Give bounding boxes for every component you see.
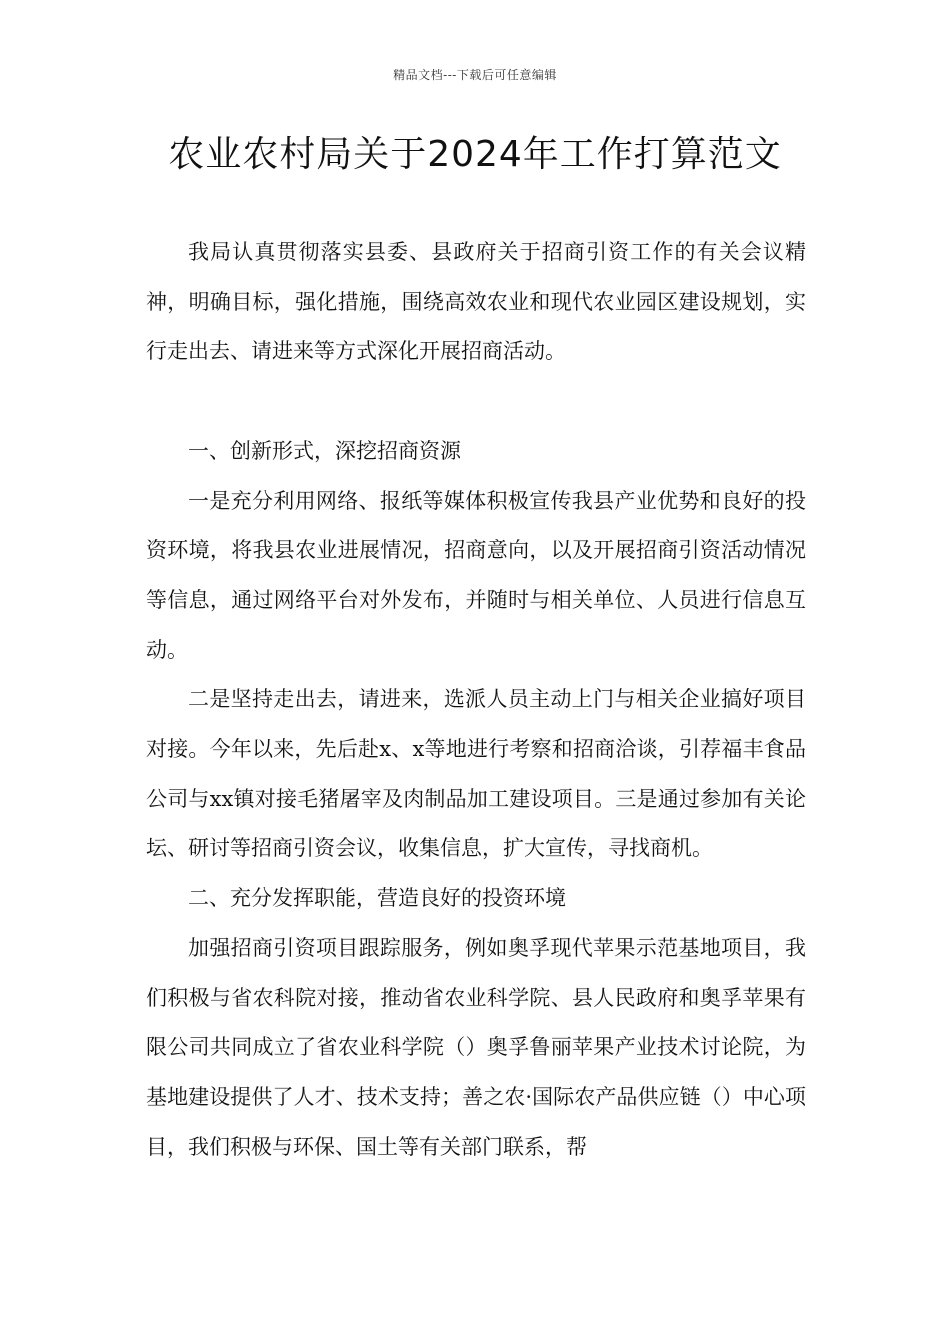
header-note: 精品文档---下载后可任意编辑	[393, 68, 557, 82]
document-title: 农业农村局关于2024年工作打算范文	[168, 134, 782, 175]
document-body	[146, 228, 806, 1172]
section-heading-1: 一、创新形式，深挖招商资源	[188, 438, 461, 463]
section-heading-2: 二、充分发挥职能，营造良好的投资环境	[188, 886, 566, 911]
body-paragraph: 二是坚持走出去，请进来，选派人员主动上门与相关企业搞好项目对接。今年以来，先后赴x、x等地进行考察和招商洽谈，引荐福丰食品公司与xx镇对接毛猪屠宰及肉制品加工建设项目。三是通过参加有关论坛、研讨等招商引资会议，收集信息，扩大宣传，寻找商机。	[146, 687, 806, 861]
body-paragraph: 一是充分利用网络、报纸等媒体积极宣传我县产业优势和良好的投资环境，将我县农业进展情况，招商意向，以及开展招商引资活动情况等信息，通过网络平台对外发布，并随时与相关单位、人员进行信息互动。	[146, 488, 806, 662]
paragraph-gap	[146, 377, 806, 427]
body-paragraph: 加强招商引资项目跟踪服务，例如奥孚现代苹果示范基地项目，我们积极与省农科院对接，推动省农业科学院、县人民政府和奥孚苹果有限公司共同成立了省农业科学院（）奥孚鲁丽苹果产业技术讨论院，为基地建设提供了人才、技术支持；善之农·国际农产品供应链（）中心项目，我们积极与环保、国土等有关部门联系，帮	[146, 935, 806, 1159]
intro-paragraph: 我局认真贯彻落实县委、县政府关于招商引资工作的有关会议精神，明确目标，强化措施，围绕高效农业和现代农业园区建设规划，实行走出去、请进来等方式深化开展招商活动。	[146, 240, 806, 364]
